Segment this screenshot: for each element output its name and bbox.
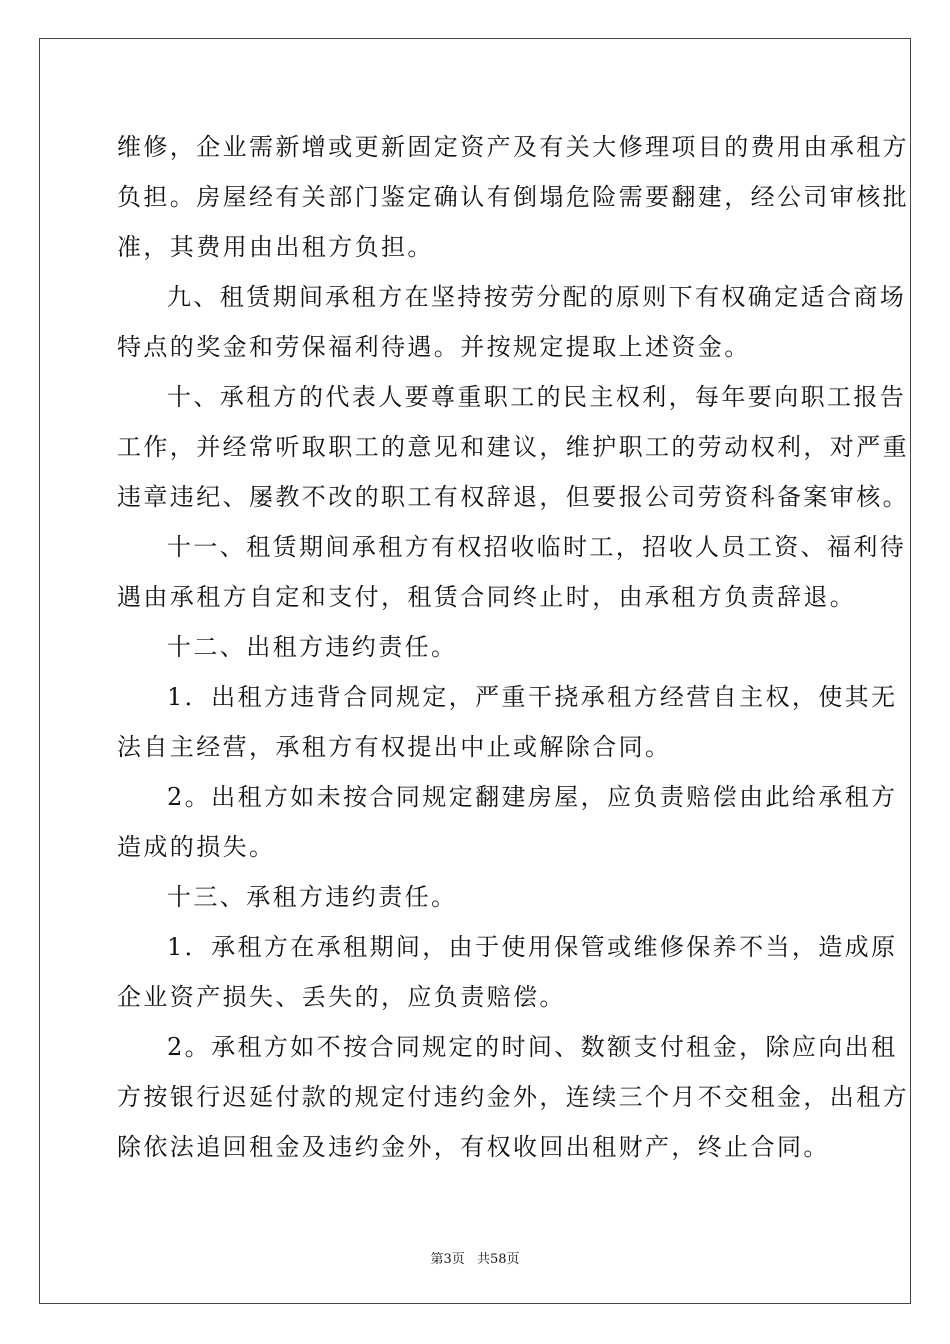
page-footer — [0, 1248, 950, 1267]
text-line: 违章违纪、屡教不改的职工有权辞退，但要报公司劳资科备案审核。 — [117, 483, 909, 511]
text-line: 除依法追回租金及违约金外，有权收回出租财产，终止合同。 — [117, 1133, 830, 1161]
text-line: 方按银行迟延付款的规定付违约金外，连续三个月不交租金，出租方 — [117, 1083, 909, 1111]
text-line: 准，其费用由出租方负担。 — [117, 233, 434, 261]
text-line: 特点的奖金和劳保福利待遇。并按规定提取上述资金。 — [117, 333, 751, 361]
text-line: 2。出租方如未按合同规定翻建房屋，应负责赔偿由此给承租方 — [167, 783, 898, 811]
text-line: 九、租赁期间承租方在坚持按劳分配的原则下有权确定适合商场 — [167, 283, 907, 311]
text-line: 维修，企业需新增或更新固定资产及有关大修理项目的费用由承租方 — [117, 133, 909, 161]
text-line: 工作，并经常听取职工的意见和建议，维护职工的劳动权利，对严重 — [117, 433, 909, 461]
text-line: 十三、承租方违约责任。 — [167, 883, 458, 911]
text-line: 十二、出租方违约责任。 — [167, 633, 458, 661]
text-line: 十、承租方的代表人要尊重职工的民主权利，每年要向职工报告 — [167, 383, 907, 411]
text-line: 1．出租方违背合同规定，严重干挠承租方经营自主权，使其无 — [167, 683, 898, 711]
text-line: 法自主经营，承租方有权提出中止或解除合同。 — [117, 733, 672, 761]
page-number: 第3页 — [430, 1252, 465, 1267]
page-total: 共58页 — [476, 1252, 520, 1267]
text-line: 遇由承租方自定和支付，租赁合同终止时，由承租方负责辞退。 — [117, 583, 857, 611]
document-body — [117, 126, 909, 1176]
text-line: 造成的损失。 — [117, 833, 276, 861]
text-line: 十一、租赁期间承租方有权招收临时工，招收人员工资、福利待 — [167, 533, 907, 561]
text-line: 2。承租方如不按合同规定的时间、数额支付租金，除应向出租 — [167, 1033, 898, 1061]
text-line: 负担。房屋经有关部门鉴定确认有倒塌危险需要翻建，经公司审核批 — [117, 183, 909, 211]
text-line: 1．承租方在承租期间，由于使用保管或维修保养不当，造成原 — [167, 933, 898, 961]
text-line: 企业资产损失、丢失的，应负责赔偿。 — [117, 983, 566, 1011]
